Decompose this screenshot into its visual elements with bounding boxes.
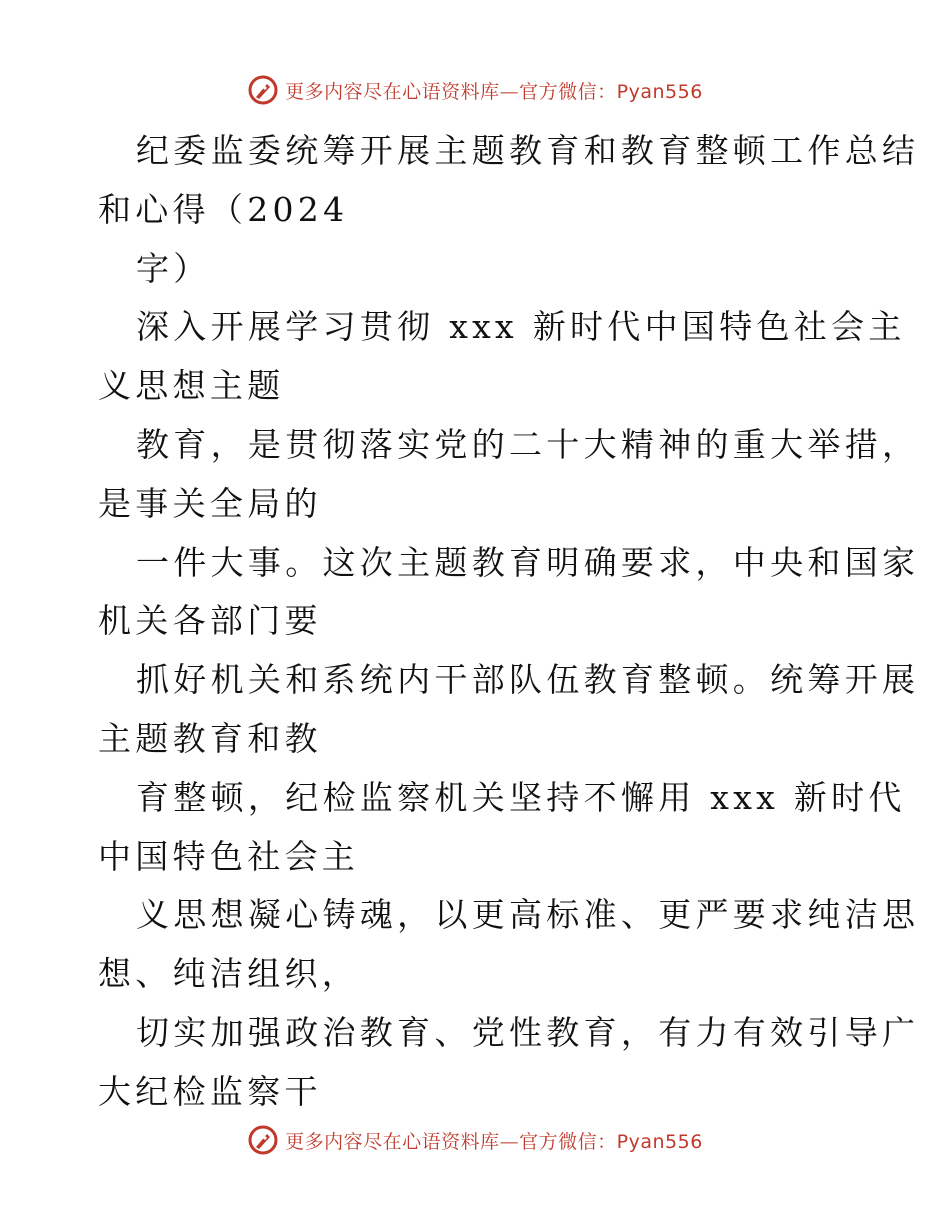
text-line: 和心得（2024	[98, 189, 349, 229]
document-body	[98, 122, 920, 1122]
footer-watermark	[0, 1120, 950, 1160]
pen-nib-circle-icon	[247, 1124, 279, 1156]
text-line: 大纪检监察干	[98, 1071, 322, 1111]
text-line: 义思想主题	[98, 366, 285, 406]
text-line: 切实加强政治教育、党性教育，有力有效引导广	[136, 1012, 920, 1052]
text-line: 字）	[136, 248, 211, 288]
text-line: 中国特色社会主	[98, 836, 360, 876]
text-line: 深入开展学习贯彻 xxx 新时代中国特色社会主	[136, 307, 906, 347]
watermark-text: 更多内容尽在心语资料库—官方微信：Pyan556	[285, 80, 703, 103]
text-line: 主题教育和教	[98, 718, 322, 758]
text-line: 机关各部门要	[98, 601, 322, 641]
watermark-text: 更多内容尽在心语资料库—官方微信：Pyan556	[285, 1130, 703, 1153]
text-line: 是事关全局的	[98, 483, 322, 523]
text-line: 一件大事。这次主题教育明确要求，中央和国家	[136, 542, 920, 582]
text-line: 抓好机关和系统内干部队伍教育整顿。统筹开展	[136, 660, 920, 700]
text-line: 教育，是贯彻落实党的二十大精神的重大举措，	[136, 424, 920, 464]
text-line: 义思想凝心铸魂，以更高标准、更严要求纯洁思	[136, 895, 920, 935]
pen-nib-circle-icon	[247, 74, 279, 106]
text-line: 想、纯洁组织，	[98, 954, 360, 994]
text-line: 育整顿，纪检监察机关坚持不懈用 xxx 新时代	[136, 777, 906, 817]
text-line: 纪委监委统筹开展主题教育和教育整顿工作总结	[136, 131, 920, 170]
header-watermark	[0, 70, 950, 110]
